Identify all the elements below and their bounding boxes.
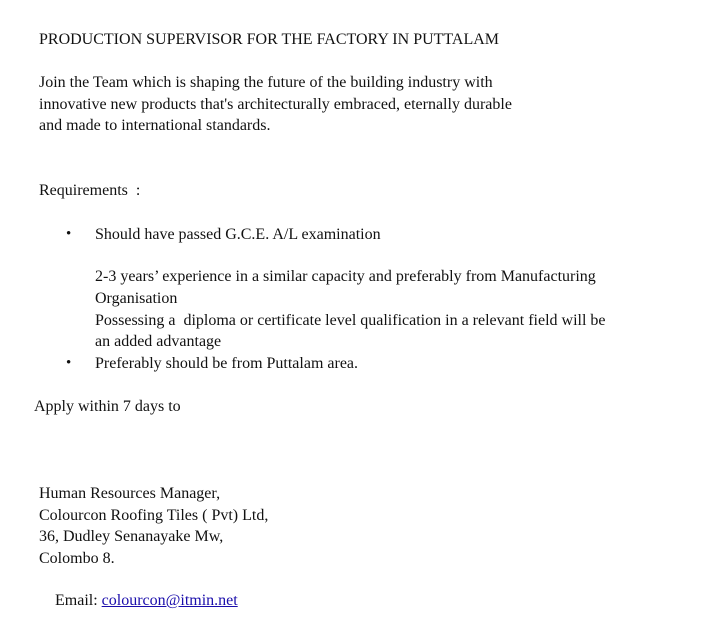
intro-line: and made to international standards. [39, 117, 271, 134]
requirements-heading: Requirements : [39, 182, 141, 199]
requirement-line: 2-3 years’ experience in a similar capacity and preferably from Manufacturing [95, 268, 596, 285]
address-line: Colombo 8. [39, 550, 115, 567]
page-title: PRODUCTION SUPERVISOR FOR THE FACTORY IN PUTTALAM [39, 31, 500, 48]
bullet-icon: • [66, 355, 72, 371]
email-line [39, 569, 238, 632]
intro-line: innovative new products that's architecturally embraced, eternally durable [39, 96, 512, 113]
apply-text: Apply within 7 days to [34, 398, 181, 415]
requirement-item: Preferably should be from Puttalam area. [95, 355, 359, 372]
address-line: 36, Dudley Senanayake Mw, [39, 528, 224, 545]
intro-line: Join the Team which is shaping the future of the building industry with [39, 74, 493, 91]
address-line: Human Resources Manager, [39, 485, 221, 502]
address-line: Colourcon Roofing Tiles ( Pvt) Ltd, [39, 507, 269, 524]
email-link[interactable]: colourcon@itmin.net [101, 592, 238, 609]
email-label: Email: [55, 592, 102, 609]
requirement-item: Should have passed G.C.E. A/L examination [95, 226, 381, 243]
bullet-icon: • [66, 226, 72, 242]
requirement-line: an added advantage [95, 333, 222, 350]
requirement-line: Possessing a diploma or certificate level qualification in a relevant field will be [95, 312, 606, 329]
requirement-line: Organisation [95, 290, 178, 307]
